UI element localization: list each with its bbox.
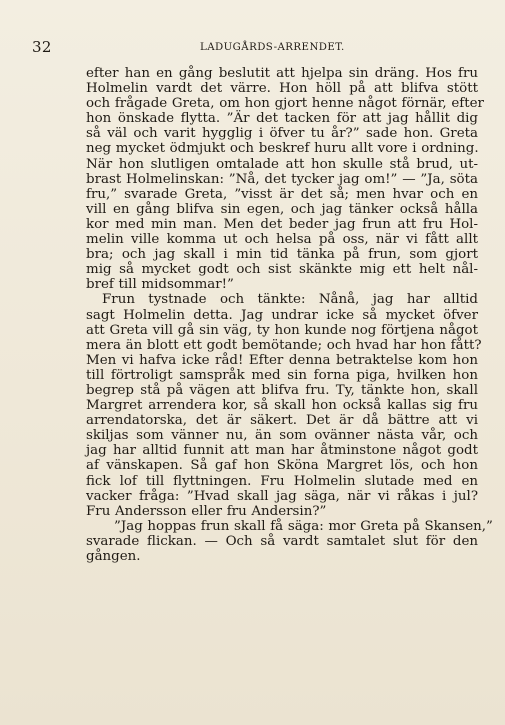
text-line: hon önskade flytta. ”Är det tacken för att jag hållit dig — [86, 111, 478, 127]
text-line: att Greta vill gå sin väg, ty hon kunde nog förtjena något — [86, 322, 478, 338]
running-title: LADUGÅRDS-ARRENDET. — [200, 42, 345, 53]
text-line: Fru Andersson eller fru Andersin?” — [86, 503, 327, 519]
text-line: vacker fråga: ”Hvad skall jag säga, när vi råkas i jul? — [86, 488, 478, 504]
text-line: svarade flickan. — Och så vardt samtalet slut för den — [86, 533, 478, 549]
text-line: gången. — [86, 549, 141, 564]
text-line: bref till midsommar!” — [86, 277, 234, 293]
text-line: jag har alltid funnit att man har åtminstone något godt — [86, 443, 478, 459]
text-line: Men vi hafva icke råd! Efter denna betraktelse kom hon — [86, 352, 478, 368]
text-line: arrendatorska, det är säkert. Det är då bättre att vi — [86, 413, 478, 429]
text-line: fick lof till flyttningen. Fru Holmelin slutade med en — [86, 473, 478, 489]
text-line: begrep stå på vägen att blifva fru. Ty, tänkte hon, skall — [86, 382, 478, 398]
page-header — [32, 40, 474, 58]
text-line: Frun tystnade och tänkte: Nånå, jag har alltid — [102, 292, 478, 308]
text-line: mera än blott ett godt bemötande; och hvad har hon fått? — [86, 337, 482, 353]
text-line: till förtroligt samspråk med sin forna piga, hvilken hon — [86, 367, 478, 383]
text-line: mig så mycket godt och sist skänkte mig ett helt nål- — [86, 262, 478, 278]
text-line: sagt Holmelin detta. Jag undrar icke så mycket öfver — [86, 307, 478, 323]
text-line: brast Holmelinskan: ”Nå, det tycker jag om!” — ”Ja, söta — [86, 171, 478, 187]
text-line: vill en gång blifva sin egen, och jag tänker också hålla — [86, 201, 478, 217]
text-line: melin ville komma ut och helsa på oss, när vi fått allt — [86, 232, 478, 248]
text-line: fru,” svarade Greta, ”visst är det så; men hvar och en — [86, 186, 478, 202]
text-line: så väl och varit hygglig i öfver tu år?” sade hon. Greta — [86, 126, 478, 142]
text-line: efter han en gång beslutit att hjelpa sin dräng. Hos fru — [86, 66, 478, 81]
text-line: ”Jag hoppas frun skall få säga: mor Greta på Skansen,” — [114, 518, 493, 534]
text-line: skiljas som vänner nu, än som ovänner nästa vår, och — [86, 428, 478, 444]
text-line: och frågade Greta, om hon gjort henne något förnär, efter — [86, 96, 484, 112]
text-line: Margret arrendera kor, så skall hon också kallas sig fru — [86, 398, 478, 414]
text-line: Holmelin vardt det värre. Hon höll på att blifva stött — [86, 81, 478, 97]
text-line: bra; och jag skall i min tid tänka på frun, som gjort — [86, 247, 478, 263]
page-number: 32 — [32, 38, 52, 56]
text-line: af vänskapen. Så gaf hon Sköna Margret lös, och hon — [86, 458, 478, 474]
text-line: När hon slutligen omtalade att hon skulle stå brud, ut- — [86, 156, 478, 172]
text-line: kor med min man. Men det beder jag frun att fru Hol- — [86, 216, 478, 232]
text-line: neg mycket ödmjukt och beskref huru allt vore i ordning. — [86, 141, 479, 157]
body-text — [86, 66, 493, 666]
